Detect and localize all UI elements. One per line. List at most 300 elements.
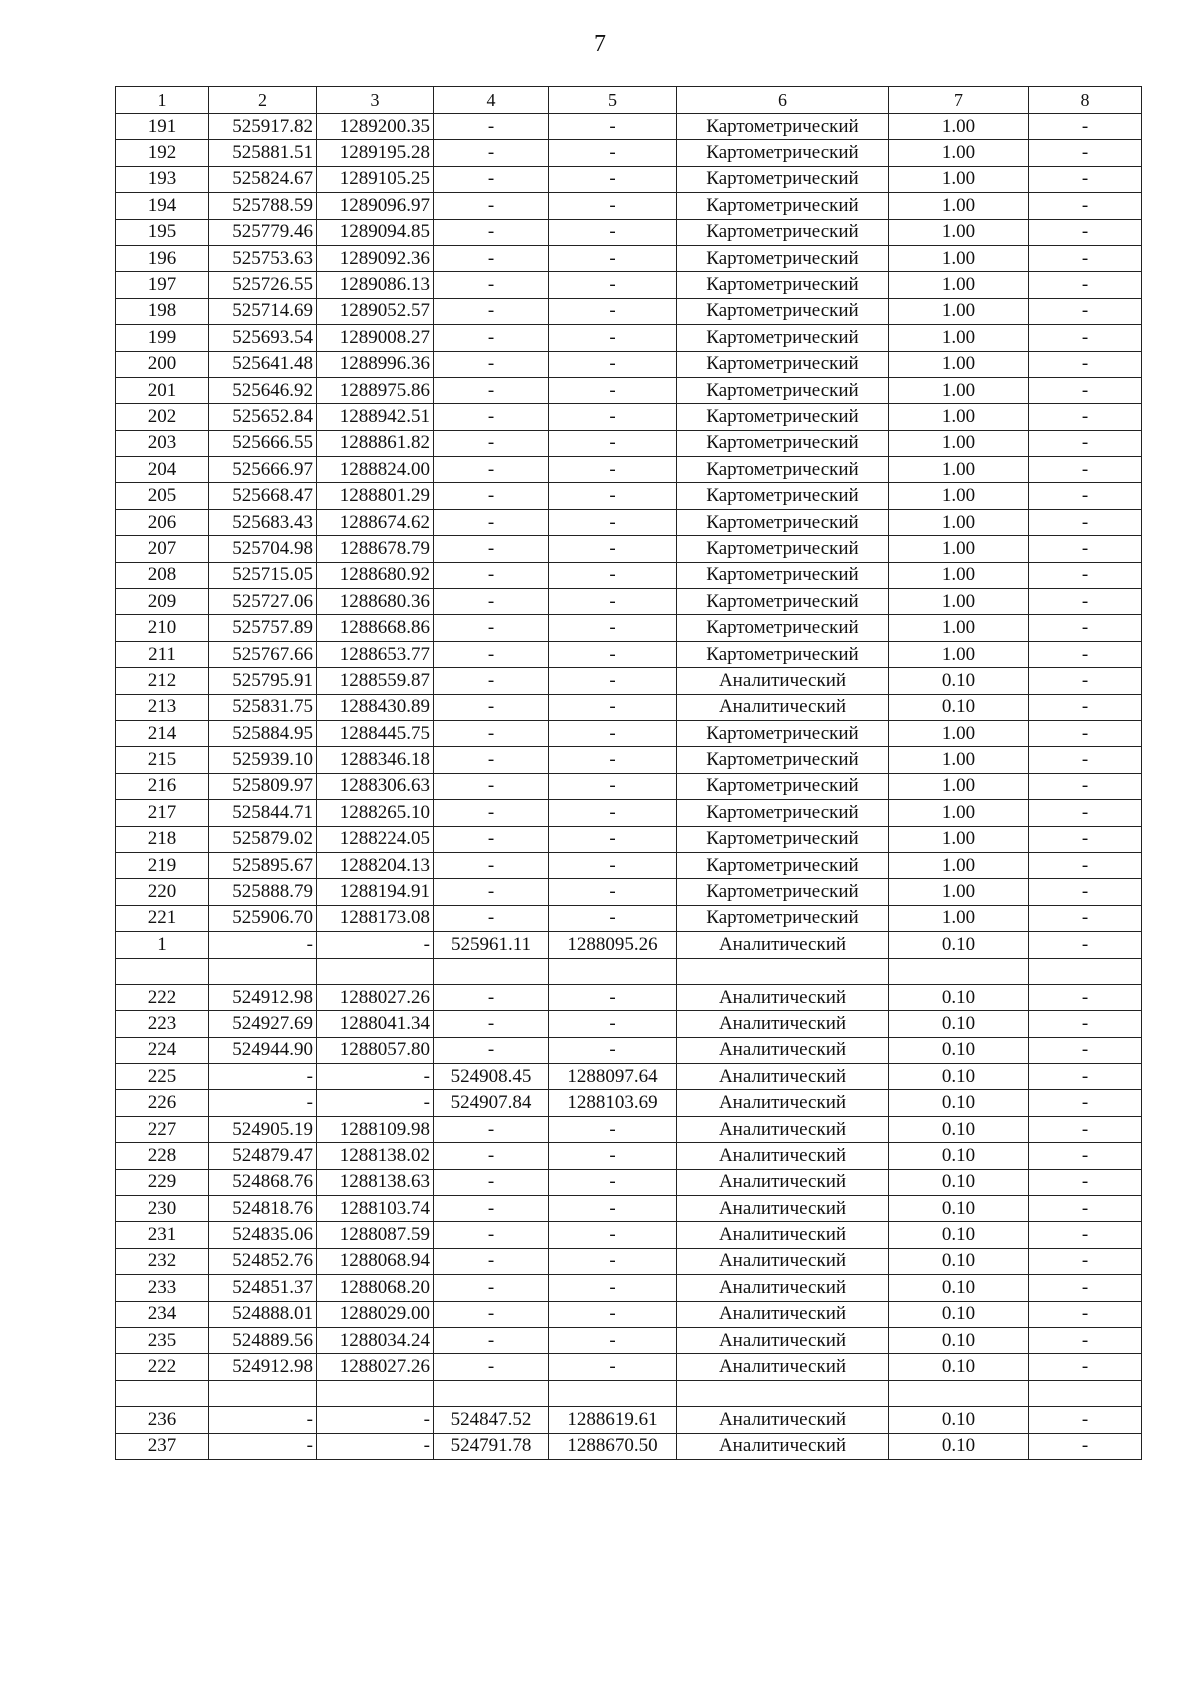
accuracy-cell: 0.10 (889, 932, 1029, 958)
table-row (116, 1222, 1142, 1248)
note-cell: - (1029, 879, 1142, 905)
accuracy-cell: 0.10 (889, 1090, 1029, 1116)
x-coordinate-cell: 524868.76 (209, 1169, 317, 1195)
x-coordinate-cell: 524927.69 (209, 1011, 317, 1037)
accuracy-cell: 0.10 (889, 1327, 1029, 1353)
point-number-cell: 1 (116, 932, 209, 958)
y-coordinate-new-cell: - (549, 245, 677, 271)
y-coordinate-new-cell: - (549, 826, 677, 852)
y-coordinate-new-cell: - (549, 615, 677, 641)
note-cell (1029, 958, 1142, 984)
point-number-cell: 226 (116, 1090, 209, 1116)
y-coordinate-cell: 1288996.36 (317, 351, 434, 377)
y-coordinate-cell: 1288109.98 (317, 1116, 434, 1142)
table-row (116, 694, 1142, 720)
note-cell: - (1029, 219, 1142, 245)
x-coordinate-new-cell: 524908.45 (434, 1064, 549, 1090)
accuracy-cell: 1.00 (889, 325, 1029, 351)
x-coordinate-cell: 524944.90 (209, 1037, 317, 1063)
accuracy-cell: 1.00 (889, 852, 1029, 878)
x-coordinate-cell (209, 1380, 317, 1406)
point-number-cell: 202 (116, 404, 209, 430)
method-cell: Картометрический (677, 747, 889, 773)
accuracy-cell: 1.00 (889, 720, 1029, 746)
y-coordinate-cell: 1288057.80 (317, 1037, 434, 1063)
table-row (116, 1301, 1142, 1327)
x-coordinate-new-cell (434, 1380, 549, 1406)
y-coordinate-cell: - (317, 1433, 434, 1459)
note-cell: - (1029, 1169, 1142, 1195)
note-cell: - (1029, 193, 1142, 219)
y-coordinate-cell: 1288653.77 (317, 641, 434, 667)
x-coordinate-new-cell: - (434, 668, 549, 694)
y-coordinate-cell: 1288824.00 (317, 457, 434, 483)
x-coordinate-cell: 525917.82 (209, 114, 317, 140)
table-row (116, 615, 1142, 641)
x-coordinate-cell: 525704.98 (209, 536, 317, 562)
table-row (116, 1196, 1142, 1222)
y-coordinate-new-cell: - (549, 1143, 677, 1169)
method-cell: Аналитический (677, 1433, 889, 1459)
x-coordinate-cell: 525809.97 (209, 773, 317, 799)
accuracy-cell: 0.10 (889, 1196, 1029, 1222)
method-cell: Картометрический (677, 430, 889, 456)
point-number-cell: 201 (116, 377, 209, 403)
x-coordinate-new-cell: - (434, 1354, 549, 1380)
point-number-cell: 212 (116, 668, 209, 694)
x-coordinate-cell: 525641.48 (209, 351, 317, 377)
table-header-row (116, 87, 1142, 114)
x-coordinate-new-cell: - (434, 773, 549, 799)
x-coordinate-cell: - (209, 1407, 317, 1433)
y-coordinate-new-cell: - (549, 509, 677, 535)
table-row (116, 747, 1142, 773)
accuracy-cell: 1.00 (889, 641, 1029, 667)
accuracy-cell: 0.10 (889, 1037, 1029, 1063)
x-coordinate-new-cell: - (434, 114, 549, 140)
point-number-cell: 235 (116, 1327, 209, 1353)
point-number-cell: 222 (116, 1354, 209, 1380)
y-coordinate-new-cell: - (549, 879, 677, 905)
point-number-cell: 203 (116, 430, 209, 456)
method-cell: Картометрический (677, 166, 889, 192)
x-coordinate-new-cell: - (434, 166, 549, 192)
table-row (116, 325, 1142, 351)
point-number-cell: 207 (116, 536, 209, 562)
y-coordinate-new-cell: - (549, 377, 677, 403)
method-cell: Аналитический (677, 1090, 889, 1116)
x-coordinate-new-cell: - (434, 747, 549, 773)
y-coordinate-cell: 1288975.86 (317, 377, 434, 403)
method-cell: Картометрический (677, 562, 889, 588)
x-coordinate-cell: 525683.43 (209, 509, 317, 535)
method-cell: Картометрический (677, 905, 889, 931)
y-coordinate-cell: - (317, 1064, 434, 1090)
table-row (116, 377, 1142, 403)
table-row (116, 905, 1142, 931)
accuracy-cell: 0.10 (889, 1116, 1029, 1142)
note-cell: - (1029, 562, 1142, 588)
x-coordinate-new-cell: - (434, 1275, 549, 1301)
accuracy-cell: 0.10 (889, 668, 1029, 694)
note-cell: - (1029, 1327, 1142, 1353)
note-cell: - (1029, 641, 1142, 667)
table-row (116, 298, 1142, 324)
accuracy-cell: 0.10 (889, 1011, 1029, 1037)
x-coordinate-new-cell: - (434, 562, 549, 588)
x-coordinate-cell: 525779.46 (209, 219, 317, 245)
x-coordinate-new-cell: - (434, 140, 549, 166)
method-cell: Картометрический (677, 298, 889, 324)
y-coordinate-new-cell: - (549, 140, 677, 166)
table-row (116, 984, 1142, 1010)
method-cell: Картометрический (677, 351, 889, 377)
y-coordinate-new-cell: - (549, 404, 677, 430)
note-cell: - (1029, 1301, 1142, 1327)
note-cell: - (1029, 1354, 1142, 1380)
x-coordinate-cell: 525757.89 (209, 615, 317, 641)
method-cell: Аналитический (677, 1196, 889, 1222)
point-number-cell: 193 (116, 166, 209, 192)
table-body (116, 114, 1142, 1460)
table-row (116, 773, 1142, 799)
point-number-cell: 213 (116, 694, 209, 720)
note-cell: - (1029, 245, 1142, 271)
y-coordinate-new-cell: - (549, 1222, 677, 1248)
table-row (116, 932, 1142, 958)
column-header: 4 (434, 87, 549, 114)
y-coordinate-cell: 1288559.87 (317, 668, 434, 694)
note-cell: - (1029, 852, 1142, 878)
y-coordinate-new-cell: - (549, 1196, 677, 1222)
table-row (116, 1433, 1142, 1459)
y-coordinate-new-cell: - (549, 351, 677, 377)
y-coordinate-new-cell: - (549, 1169, 677, 1195)
note-cell: - (1029, 1090, 1142, 1116)
column-header: 3 (317, 87, 434, 114)
accuracy-cell: 1.00 (889, 800, 1029, 826)
page-number: 7 (594, 31, 606, 57)
accuracy-cell: 1.00 (889, 562, 1029, 588)
accuracy-cell: 1.00 (889, 509, 1029, 535)
table-row (116, 430, 1142, 456)
point-number-cell: 225 (116, 1064, 209, 1090)
note-cell: - (1029, 1407, 1142, 1433)
table-row (116, 668, 1142, 694)
note-cell: - (1029, 1116, 1142, 1142)
accuracy-cell: 1.00 (889, 457, 1029, 483)
x-coordinate-cell: 525895.67 (209, 852, 317, 878)
note-cell: - (1029, 536, 1142, 562)
table-row (116, 1354, 1142, 1380)
accuracy-cell: 1.00 (889, 140, 1029, 166)
x-coordinate-new-cell: - (434, 1301, 549, 1327)
note-cell: - (1029, 272, 1142, 298)
y-coordinate-new-cell: - (549, 641, 677, 667)
y-coordinate-cell (317, 1380, 434, 1406)
accuracy-cell: 1.00 (889, 404, 1029, 430)
accuracy-cell: 1.00 (889, 219, 1029, 245)
note-cell: - (1029, 377, 1142, 403)
y-coordinate-cell (317, 958, 434, 984)
y-coordinate-cell: 1288445.75 (317, 720, 434, 746)
table-row (116, 404, 1142, 430)
y-coordinate-cell: 1289086.13 (317, 272, 434, 298)
x-coordinate-new-cell: - (434, 641, 549, 667)
y-coordinate-cell: 1288674.62 (317, 509, 434, 535)
note-cell: - (1029, 1037, 1142, 1063)
column-header: 5 (549, 87, 677, 114)
method-cell: Картометрический (677, 615, 889, 641)
note-cell: - (1029, 1143, 1142, 1169)
note-cell: - (1029, 984, 1142, 1010)
table-row (116, 826, 1142, 852)
note-cell: - (1029, 483, 1142, 509)
x-coordinate-new-cell: - (434, 615, 549, 641)
x-coordinate-cell: 525888.79 (209, 879, 317, 905)
note-cell: - (1029, 1433, 1142, 1459)
x-coordinate-new-cell: - (434, 298, 549, 324)
x-coordinate-cell: - (209, 1064, 317, 1090)
y-coordinate-new-cell: - (549, 298, 677, 324)
method-cell (677, 958, 889, 984)
x-coordinate-cell: 525666.55 (209, 430, 317, 456)
x-coordinate-cell: 524905.19 (209, 1116, 317, 1142)
point-number-cell: 198 (116, 298, 209, 324)
x-coordinate-new-cell: - (434, 351, 549, 377)
note-cell: - (1029, 1064, 1142, 1090)
table-row (116, 958, 1142, 984)
table-row (116, 1275, 1142, 1301)
accuracy-cell: 0.10 (889, 1143, 1029, 1169)
y-coordinate-cell: 1289096.97 (317, 193, 434, 219)
y-coordinate-cell: 1288034.24 (317, 1327, 434, 1353)
x-coordinate-new-cell: - (434, 800, 549, 826)
y-coordinate-cell: 1288680.36 (317, 589, 434, 615)
y-coordinate-new-cell (549, 958, 677, 984)
coordinates-table (115, 86, 1142, 1460)
y-coordinate-cell: 1288173.08 (317, 905, 434, 931)
y-coordinate-new-cell: - (549, 1116, 677, 1142)
x-coordinate-cell: - (209, 932, 317, 958)
x-coordinate-cell: 524879.47 (209, 1143, 317, 1169)
x-coordinate-cell: 525844.71 (209, 800, 317, 826)
point-number-cell: 206 (116, 509, 209, 535)
y-coordinate-new-cell: - (549, 1301, 677, 1327)
method-cell: Аналитический (677, 668, 889, 694)
table-row (116, 166, 1142, 192)
x-coordinate-new-cell: - (434, 509, 549, 535)
method-cell: Картометрический (677, 826, 889, 852)
method-cell: Картометрический (677, 589, 889, 615)
y-coordinate-new-cell: - (549, 773, 677, 799)
x-coordinate-new-cell: - (434, 589, 549, 615)
point-number-cell: 221 (116, 905, 209, 931)
x-coordinate-new-cell: - (434, 430, 549, 456)
point-number-cell: 216 (116, 773, 209, 799)
y-coordinate-cell: 1289094.85 (317, 219, 434, 245)
accuracy-cell: 0.10 (889, 984, 1029, 1010)
y-coordinate-new-cell: - (549, 694, 677, 720)
y-coordinate-new-cell: 1288670.50 (549, 1433, 677, 1459)
y-coordinate-new-cell: - (549, 430, 677, 456)
note-cell: - (1029, 589, 1142, 615)
x-coordinate-cell: 525727.06 (209, 589, 317, 615)
table-row (116, 562, 1142, 588)
accuracy-cell: 0.10 (889, 1407, 1029, 1433)
accuracy-cell: 0.10 (889, 1433, 1029, 1459)
column-header: 7 (889, 87, 1029, 114)
point-number-cell: 199 (116, 325, 209, 351)
point-number-cell: 234 (116, 1301, 209, 1327)
accuracy-cell: 1.00 (889, 298, 1029, 324)
table-row (116, 140, 1142, 166)
point-number-cell: 214 (116, 720, 209, 746)
point-number-cell: 191 (116, 114, 209, 140)
x-coordinate-new-cell: 524907.84 (434, 1090, 549, 1116)
x-coordinate-new-cell: - (434, 879, 549, 905)
accuracy-cell: 1.00 (889, 245, 1029, 271)
method-cell: Картометрический (677, 483, 889, 509)
column-header: 2 (209, 87, 317, 114)
accuracy-cell: 1.00 (889, 272, 1029, 298)
point-number-cell: 224 (116, 1037, 209, 1063)
x-coordinate-new-cell: - (434, 193, 549, 219)
point-number-cell: 219 (116, 852, 209, 878)
y-coordinate-new-cell: - (549, 457, 677, 483)
note-cell: - (1029, 747, 1142, 773)
accuracy-cell (889, 1380, 1029, 1406)
note-cell: - (1029, 615, 1142, 641)
method-cell: Аналитический (677, 694, 889, 720)
x-coordinate-cell: 525881.51 (209, 140, 317, 166)
accuracy-cell: 0.10 (889, 1248, 1029, 1274)
x-coordinate-new-cell (434, 958, 549, 984)
y-coordinate-cell: 1288027.26 (317, 1354, 434, 1380)
method-cell: Картометрический (677, 773, 889, 799)
x-coordinate-cell: - (209, 1090, 317, 1116)
accuracy-cell: 0.10 (889, 1222, 1029, 1248)
x-coordinate-cell: 524912.98 (209, 1354, 317, 1380)
table-row (116, 1169, 1142, 1195)
method-cell: Картометрический (677, 325, 889, 351)
x-coordinate-cell: 524888.01 (209, 1301, 317, 1327)
point-number-cell (116, 1380, 209, 1406)
y-coordinate-cell: 1288194.91 (317, 879, 434, 905)
point-number-cell: 231 (116, 1222, 209, 1248)
method-cell: Картометрический (677, 404, 889, 430)
table-row (116, 1248, 1142, 1274)
y-coordinate-cell: - (317, 932, 434, 958)
table-row (116, 720, 1142, 746)
y-coordinate-new-cell: - (549, 483, 677, 509)
accuracy-cell: 1.00 (889, 879, 1029, 905)
note-cell: - (1029, 509, 1142, 535)
point-number-cell: 217 (116, 800, 209, 826)
x-coordinate-new-cell: - (434, 1116, 549, 1142)
table-row (116, 509, 1142, 535)
y-coordinate-cell: 1289105.25 (317, 166, 434, 192)
note-cell: - (1029, 325, 1142, 351)
method-cell: Аналитический (677, 1116, 889, 1142)
y-coordinate-cell: 1289195.28 (317, 140, 434, 166)
note-cell: - (1029, 1011, 1142, 1037)
x-coordinate-new-cell: - (434, 1196, 549, 1222)
y-coordinate-cell: 1288027.26 (317, 984, 434, 1010)
x-coordinate-cell: 525824.67 (209, 166, 317, 192)
method-cell: Аналитический (677, 1011, 889, 1037)
point-number-cell: 208 (116, 562, 209, 588)
y-coordinate-new-cell: - (549, 272, 677, 298)
accuracy-cell: 0.10 (889, 1169, 1029, 1195)
method-cell: Картометрический (677, 140, 889, 166)
x-coordinate-new-cell: 524847.52 (434, 1407, 549, 1433)
point-number-cell: 215 (116, 747, 209, 773)
x-coordinate-cell: 525666.97 (209, 457, 317, 483)
x-coordinate-new-cell: - (434, 984, 549, 1010)
x-coordinate-new-cell: - (434, 905, 549, 931)
y-coordinate-new-cell: - (549, 325, 677, 351)
method-cell: Картометрический (677, 377, 889, 403)
table-row (116, 879, 1142, 905)
x-coordinate-new-cell: - (434, 272, 549, 298)
table-row (116, 589, 1142, 615)
accuracy-cell: 0.10 (889, 1301, 1029, 1327)
note-cell (1029, 1380, 1142, 1406)
y-coordinate-new-cell: - (549, 1037, 677, 1063)
x-coordinate-cell: 525715.05 (209, 562, 317, 588)
method-cell: Аналитический (677, 1301, 889, 1327)
x-coordinate-new-cell: - (434, 219, 549, 245)
method-cell: Аналитический (677, 1248, 889, 1274)
table-row (116, 272, 1142, 298)
column-header: 6 (677, 87, 889, 114)
note-cell: - (1029, 404, 1142, 430)
point-number-cell: 233 (116, 1275, 209, 1301)
table-row (116, 1143, 1142, 1169)
y-coordinate-new-cell: - (549, 905, 677, 931)
y-coordinate-new-cell: - (549, 720, 677, 746)
point-number-cell: 229 (116, 1169, 209, 1195)
accuracy-cell: 1.00 (889, 905, 1029, 931)
x-coordinate-cell: 525879.02 (209, 826, 317, 852)
x-coordinate-cell: 525831.75 (209, 694, 317, 720)
y-coordinate-new-cell: 1288619.61 (549, 1407, 677, 1433)
table-row (116, 219, 1142, 245)
x-coordinate-cell: 525767.66 (209, 641, 317, 667)
y-coordinate-cell: 1288306.63 (317, 773, 434, 799)
table-row (116, 1064, 1142, 1090)
note-cell: - (1029, 905, 1142, 931)
table-row (116, 457, 1142, 483)
column-header: 1 (116, 87, 209, 114)
point-number-cell: 204 (116, 457, 209, 483)
point-number-cell: 192 (116, 140, 209, 166)
accuracy-cell: 0.10 (889, 1354, 1029, 1380)
y-coordinate-cell: 1288068.94 (317, 1248, 434, 1274)
y-coordinate-new-cell: - (549, 852, 677, 878)
method-cell: Картометрический (677, 193, 889, 219)
y-coordinate-cell: 1288801.29 (317, 483, 434, 509)
note-cell: - (1029, 1248, 1142, 1274)
x-coordinate-cell (209, 958, 317, 984)
note-cell: - (1029, 351, 1142, 377)
y-coordinate-new-cell: - (549, 1327, 677, 1353)
y-coordinate-cell: 1288087.59 (317, 1222, 434, 1248)
x-coordinate-cell: 524889.56 (209, 1327, 317, 1353)
y-coordinate-cell: 1288678.79 (317, 536, 434, 562)
x-coordinate-cell: 524851.37 (209, 1275, 317, 1301)
